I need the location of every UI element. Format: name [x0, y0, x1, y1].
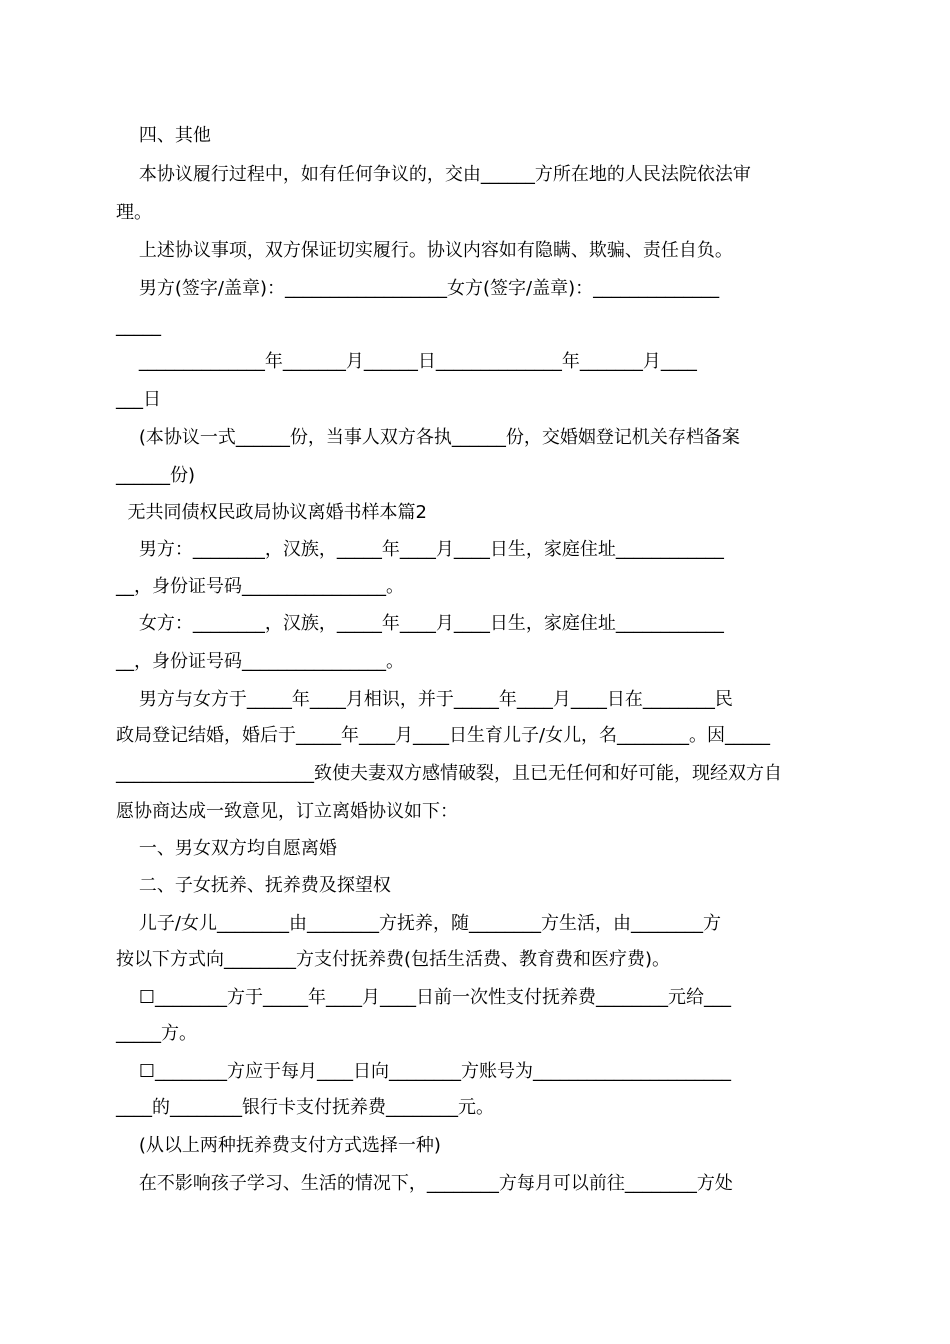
text-line: 本协议履行过程中，如有任何争议的，交由______方所在地的人民法院依法审	[116, 164, 751, 185]
text-line: 理。	[116, 202, 152, 223]
wife-info: 女方：________，汉族，_____年____月____日生，家庭住址____________	[116, 613, 724, 634]
text-line: 在不影响孩子学习、生活的情况下，________方每月可以前往________方处	[116, 1173, 733, 1194]
signature-line: 男方(签字/盖章)：__________________女方(签字/盖章)：______________	[116, 278, 720, 299]
husband-info-cont: __，身份证号码________________。	[116, 576, 404, 597]
signature-line-cont: _____	[116, 316, 161, 337]
copies-note-cont: ______份)	[116, 465, 196, 486]
text-line: 政局登记结婚，婚后于_____年____月____日生育儿子/女儿，名________。因_____	[116, 725, 771, 746]
checkbox-option-cont: _____方。	[116, 1023, 197, 1044]
text-line: 按以下方式向________方支付抚养费(包括生活费、教育费和医疗费)。	[116, 949, 671, 970]
section-heading-other: 四、其他	[116, 125, 211, 146]
checkbox-option: ☐________方于_____年____月____日前一次性支付抚养费________元给___	[116, 987, 732, 1008]
text-line: 男方与女方于_____年____月相识，并于_____年____月____日在________民	[116, 689, 733, 710]
checkbox-option-cont: ____的________银行卡支付抚养费________元。	[116, 1097, 494, 1118]
text-line: (从以上两种抚养费支付方式选择一种)	[116, 1135, 441, 1156]
wife-info-cont: __，身份证号码________________。	[116, 651, 404, 672]
husband-info: 男方：________，汉族，_____年____月____日生，家庭住址____________	[116, 539, 724, 560]
document-title: 无共同债权民政局协议离婚书样本篇2	[116, 502, 427, 523]
copies-note: (本协议一式______份，当事人双方各执______份，交婚姻登记机关存档备案	[116, 427, 740, 448]
date-line-cont: ___日	[116, 389, 161, 410]
text-line: 愿协商达成一致意见，订立离婚协议如下：	[116, 801, 458, 822]
clause-heading: 一、男女双方均自愿离婚	[116, 838, 337, 859]
text-line: 上述协议事项，双方保证切实履行。协议内容如有隐瞒、欺骗、责任自负。	[116, 240, 733, 261]
text-line: ______________________致使夫妻双方感情破裂，且已无任何和好可能，现经双方自	[116, 763, 782, 784]
date-line: ______________年_______月______日______________年_______月____	[116, 351, 697, 372]
checkbox-option: ☐________方应于每月____日向________方账号为______________________	[116, 1061, 732, 1082]
clause-heading: 二、子女抚养、抚养费及探望权	[116, 875, 391, 896]
text-line: 儿子/女儿________由________方抚养，随________方生活，由________方	[116, 913, 721, 934]
